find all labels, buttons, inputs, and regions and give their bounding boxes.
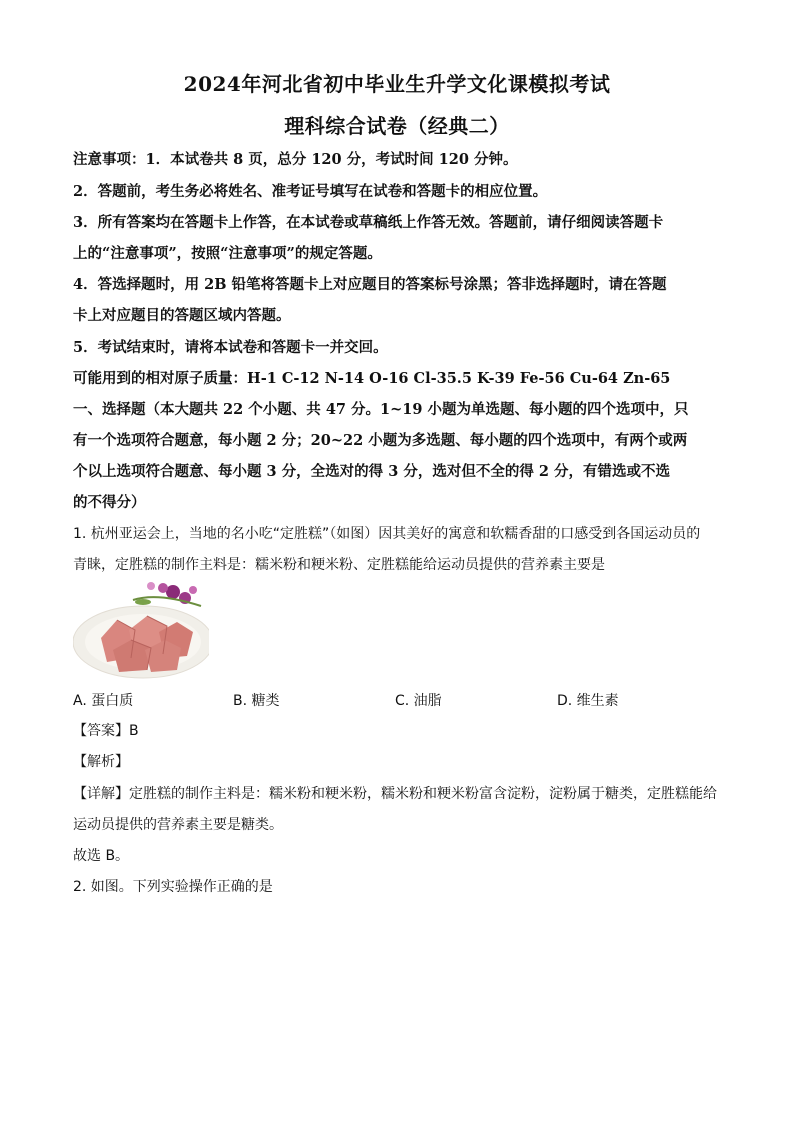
note-line: 上的“注意事项”，按照“注意事项”的规定答题。: [73, 245, 382, 262]
note-line: 注意事项：1．本试卷共 8 页，总分 120 分，考试时间 120 分钟。: [73, 151, 518, 168]
section-intro-line: 个以上选项符合题意、每小题 3 分，全选对的得 3 分，选对但不全的得 2 分，有错选或不选: [73, 463, 671, 480]
note-line: 3．所有答案均在答题卡上作答，在本试卷或草稿纸上作答无效。答题前，请仔细阅读答题卡: [73, 214, 664, 231]
detail-line: 运动员提供的营养素主要是糖类。: [73, 817, 283, 833]
option-a: A. 蛋白质: [73, 693, 134, 709]
analysis-label: 【解析】: [73, 754, 129, 770]
answer-line: 【答案】B: [73, 723, 139, 739]
section-intro-line: 的不得分）: [73, 494, 146, 511]
exam-title: 2024年河北省初中毕业生升学文化课模拟考试: [183, 72, 611, 96]
section-intro-line: 一、选择题（本大题共 22 个小题、共 47 分。1~19 小题为单选题、每小题的四个选项中，只: [73, 401, 689, 418]
note-line: 卡上对应题目的答题区域内答题。: [73, 307, 291, 324]
conclusion-line: 故选 B。: [73, 848, 130, 864]
cake-photo: [73, 580, 209, 683]
detail-line: 【详解】定胜糕的制作主料是：糯米粉和粳米粉，糯米粉和粳米粉富含淀粉，淀粉属于糖类，定胜糕能给: [73, 786, 717, 802]
option-d: D. 维生素: [557, 693, 619, 709]
note-line: 5．考试结束时，请将本试卷和答题卡一并交回。: [73, 339, 388, 356]
exam-subtitle: 理科综合试卷（经典二）: [284, 114, 510, 138]
question-2-text: 2. 如图。下列实验操作正确的是: [73, 879, 273, 895]
note-line: 2．答题前，考生务必将姓名、准考证号填写在试卷和答题卡的相应位置。: [73, 183, 548, 200]
question-1-text: 青睐，定胜糕的制作主料是：糯米粉和粳米粉、定胜糕能给运动员提供的营养素主要是: [73, 557, 605, 573]
question-1-text: 1. 杭州亚运会上，当地的名小吃“定胜糕”（如图）因其美好的寓意和软糯香甜的口感受到各国运动员的: [73, 526, 701, 542]
section-intro-line: 有一个选项符合题意，每小题 2 分；20~22 小题为多选题、每小题的四个选项中，有两个或两: [73, 432, 688, 449]
option-c: C. 油脂: [395, 693, 442, 709]
atomic-masses: 可能用到的相对原子质量：H-1 C-12 N-14 O-16 Cl-35.5 K-39 Fe-56 Cu-64 Zn-65: [73, 370, 671, 387]
note-line: 4．答选择题时，用 2B 铅笔将答题卡上对应题目的答案标号涂黑；答非选择题时，请在答题: [73, 276, 667, 293]
option-b: B. 糖类: [233, 693, 280, 709]
